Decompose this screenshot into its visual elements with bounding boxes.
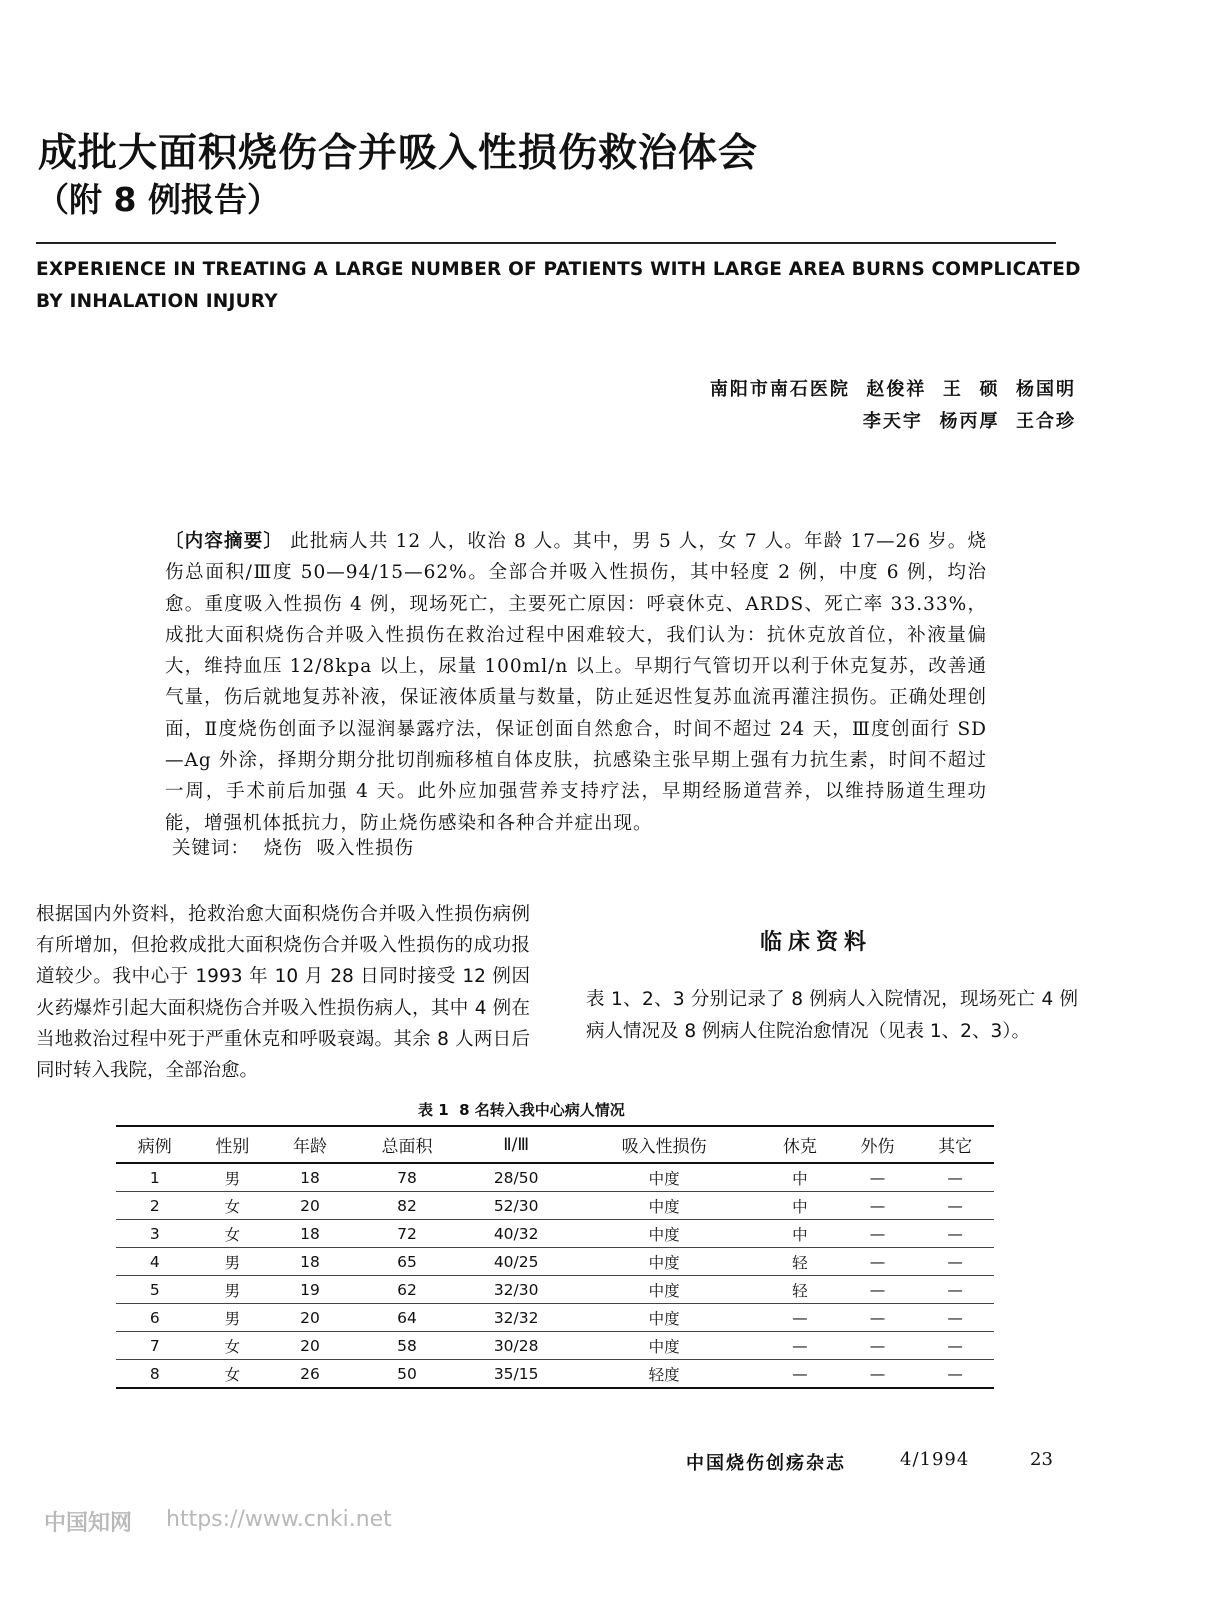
table-row bbox=[116, 1163, 994, 1192]
col-header-inhalation: 吸入性损伤 bbox=[621, 1137, 707, 1157]
table-cell: 中 bbox=[792, 1197, 808, 1216]
table-cell: 女 bbox=[224, 1337, 241, 1356]
table-cell: 18 bbox=[300, 1168, 320, 1187]
table-cell: — bbox=[947, 1364, 963, 1383]
table-cell: 72 bbox=[397, 1224, 417, 1243]
table-row bbox=[116, 1276, 994, 1304]
table-cell: 女 bbox=[224, 1197, 241, 1216]
col-header-sex: 性别 bbox=[215, 1137, 250, 1157]
article-subtitle: （附 8 例报告） bbox=[36, 180, 280, 219]
table-cell: 女 bbox=[224, 1365, 241, 1384]
table-cell: 40/32 bbox=[493, 1224, 539, 1243]
table-cell: — bbox=[869, 1224, 886, 1243]
table-cell: 20 bbox=[300, 1308, 320, 1327]
col-header-degree: Ⅱ/Ⅲ bbox=[503, 1134, 530, 1155]
abstract-label: 〔内容摘要〕 bbox=[165, 531, 284, 552]
table-cell: 35/15 bbox=[493, 1364, 539, 1383]
col-header-other: 其它 bbox=[938, 1137, 973, 1157]
article-title: 成批大面积烧伤合并吸入性损伤救治体会 bbox=[38, 131, 759, 176]
table-cell: 82 bbox=[397, 1196, 417, 1215]
table-cell: — bbox=[947, 1168, 963, 1187]
table-cell: 中度 bbox=[648, 1169, 680, 1188]
abstract bbox=[165, 526, 987, 839]
table-cell: 30/28 bbox=[493, 1336, 539, 1355]
table-row bbox=[116, 1220, 994, 1248]
table-cell: 男 bbox=[224, 1281, 241, 1300]
table-cell: — bbox=[869, 1252, 886, 1271]
table-cell: — bbox=[869, 1336, 886, 1355]
table-cell: 轻度 bbox=[648, 1365, 680, 1384]
table-cell: 65 bbox=[397, 1252, 417, 1271]
table-cell: 轻 bbox=[792, 1281, 808, 1300]
table-header-row bbox=[116, 1126, 994, 1163]
title-divider bbox=[36, 242, 1056, 244]
table-cell: 女 bbox=[224, 1225, 241, 1244]
author-affiliation bbox=[710, 374, 1076, 438]
table-cell: — bbox=[792, 1364, 808, 1383]
table-cell: — bbox=[947, 1224, 963, 1243]
table-cell: 中度 bbox=[648, 1281, 680, 1300]
table-cell: 中度 bbox=[648, 1197, 680, 1216]
table-cell: 32/30 bbox=[493, 1280, 539, 1299]
table-cell: 中度 bbox=[648, 1253, 680, 1272]
table-caption: 表 1 8 名转入我中心病人情况 bbox=[418, 1101, 625, 1119]
table-cell: — bbox=[947, 1308, 963, 1327]
table-cell: 2 bbox=[149, 1196, 160, 1215]
keywords: 关键词： 烧伤 吸入性损伤 bbox=[172, 838, 415, 859]
english-title: EXPERIENCE IN TREATING A LARGE NUMBER OF PATIENTS WITH LARGE AREA BURNS COMPLICATED BY INHALATION INJURY bbox=[36, 259, 1081, 312]
table-cell: 中度 bbox=[648, 1337, 680, 1356]
table-cell: 58 bbox=[397, 1336, 417, 1355]
table-cell: 18 bbox=[300, 1252, 320, 1271]
table-cell: 6 bbox=[149, 1308, 160, 1327]
journal-issue: 4/1994 bbox=[900, 1449, 970, 1470]
table-cell: 50 bbox=[397, 1364, 417, 1383]
table-cell: — bbox=[869, 1196, 886, 1215]
table-cell: 5 bbox=[149, 1280, 160, 1299]
table-cell: 男 bbox=[224, 1169, 241, 1188]
table-cell: 7 bbox=[149, 1336, 160, 1355]
table-cell: 64 bbox=[397, 1308, 417, 1327]
table-cell: — bbox=[869, 1168, 886, 1187]
table-cell: 中 bbox=[792, 1169, 808, 1188]
table-cell: 轻 bbox=[792, 1253, 808, 1272]
table-cell: 8 bbox=[149, 1364, 160, 1383]
patient-table bbox=[116, 1125, 994, 1389]
col-header-case: 病例 bbox=[137, 1137, 172, 1157]
table-cell: — bbox=[947, 1336, 963, 1355]
table-row bbox=[116, 1192, 994, 1220]
table-cell: 男 bbox=[224, 1309, 241, 1328]
col-header-shock: 休克 bbox=[782, 1137, 817, 1157]
table-cell: 40/25 bbox=[493, 1252, 539, 1271]
table-cell: 3 bbox=[149, 1224, 160, 1243]
table-cell: 62 bbox=[397, 1280, 417, 1299]
table-cell: 20 bbox=[300, 1336, 320, 1355]
table-cell: 18 bbox=[300, 1224, 320, 1243]
table-cell: 20 bbox=[300, 1196, 320, 1215]
journal-name: 中国烧伤创疡杂志 bbox=[686, 1453, 846, 1474]
table-row bbox=[116, 1304, 994, 1332]
col-header-total-area: 总面积 bbox=[381, 1137, 433, 1157]
table-row bbox=[116, 1360, 994, 1389]
table-cell: 1 bbox=[149, 1168, 160, 1187]
table-cell: 中度 bbox=[648, 1225, 680, 1244]
abstract-text: 此批病人共 12 人，收治 8 人。其中，男 5 人，女 7 人。年龄 17—26 岁。烧伤总面积/Ⅲ度 50—94/15—62%。全部合并吸入性损伤，其中轻度 2 例，中度 6 例，均治愈。重度吸入性损伤 4 例，现场死亡，主要死亡原因：呼衰休克、ARDS、死亡率 33.33%，成批大面积烧伤合并吸入性损伤在救治过程中困难较大，我们认为：抗休克放首位，补液量偏大，维持血压 12/8kpa 以上，尿量 100ml/n 以上。早期行气管切开以利于休克复苏，改善通气量，伤后就地复苏补液，保证液体质量与数量，防止延迟性复苏血流再灌注损伤。正确处理创面，Ⅱ度烧伤创面予以湿润暴露疗法，保证创面自然愈合，时间不超过 24 天，Ⅲ度创面行 SD—Ag 外涂，择期分期分批切削痂移植自体皮肤，抗感染主张早期上强有力抗生素，时间不超过一周，手术前后加强 4 天。此外应加强营养支持疗法，早期经肠道营养，以维持肠道生理功能，增强机体抵抗力，防止烧伤感染和各种合并症出现。 bbox=[165, 531, 987, 834]
affiliation-line-1: 南阳市南石医院 赵俊祥 王 硕 杨国明 bbox=[709, 379, 1076, 400]
table-row bbox=[116, 1248, 994, 1276]
table-row bbox=[116, 1332, 994, 1360]
section-heading: 临床资料 bbox=[760, 930, 873, 955]
table-cell: 中 bbox=[792, 1225, 808, 1244]
clinical-paragraph: 表 1、2、3 分别记录了 8 例病人入院情况，现场死亡 4 例病人情况及 8 例病人住院治愈情况（见表 1、2、3）。 bbox=[586, 989, 1078, 1042]
table-cell: 中度 bbox=[648, 1309, 680, 1328]
table-cell: — bbox=[869, 1280, 886, 1299]
table-cell: 19 bbox=[300, 1280, 320, 1299]
table-cell: 26 bbox=[300, 1364, 320, 1383]
intro-paragraph: 根据国内外资料，抢救治愈大面积烧伤合并吸入性损伤病例有所增加，但抢救成批大面积烧伤合并吸入性损伤的成功报道较少。我中心于 1993 年 10 月 28 日同时接受 12 例因火药爆炸引起大面积烧伤合并吸入性损伤病人，其中 4 例在当地救治过程中死于严重休克和呼吸衰竭。其余 8 人两日后同时转入我院，全部治愈。 bbox=[36, 904, 530, 1082]
table-cell: — bbox=[869, 1308, 886, 1327]
table-cell: — bbox=[947, 1280, 963, 1299]
affiliation-line-2: 李天宇 杨丙厚 王合珍 bbox=[862, 411, 1076, 432]
page-number: 23 bbox=[1030, 1449, 1053, 1470]
table-cell: 78 bbox=[397, 1168, 417, 1187]
table-cell: 52/30 bbox=[493, 1196, 539, 1215]
table-cell: 28/50 bbox=[493, 1168, 539, 1187]
col-header-trauma: 外伤 bbox=[860, 1137, 895, 1157]
table-cell: — bbox=[792, 1308, 808, 1327]
table-cell: 32/32 bbox=[493, 1308, 539, 1327]
table-cell: — bbox=[947, 1252, 963, 1271]
col-header-age: 年龄 bbox=[292, 1137, 327, 1157]
cnki-watermark-logo: 中国知网 bbox=[44, 1511, 133, 1536]
table-cell: 4 bbox=[149, 1252, 160, 1271]
table-cell: — bbox=[869, 1364, 886, 1383]
cnki-watermark-url[interactable]: https://www.cnki.net bbox=[166, 1507, 392, 1532]
table-cell: — bbox=[792, 1336, 808, 1355]
table-cell: 男 bbox=[224, 1253, 241, 1272]
table-cell: — bbox=[947, 1196, 963, 1215]
